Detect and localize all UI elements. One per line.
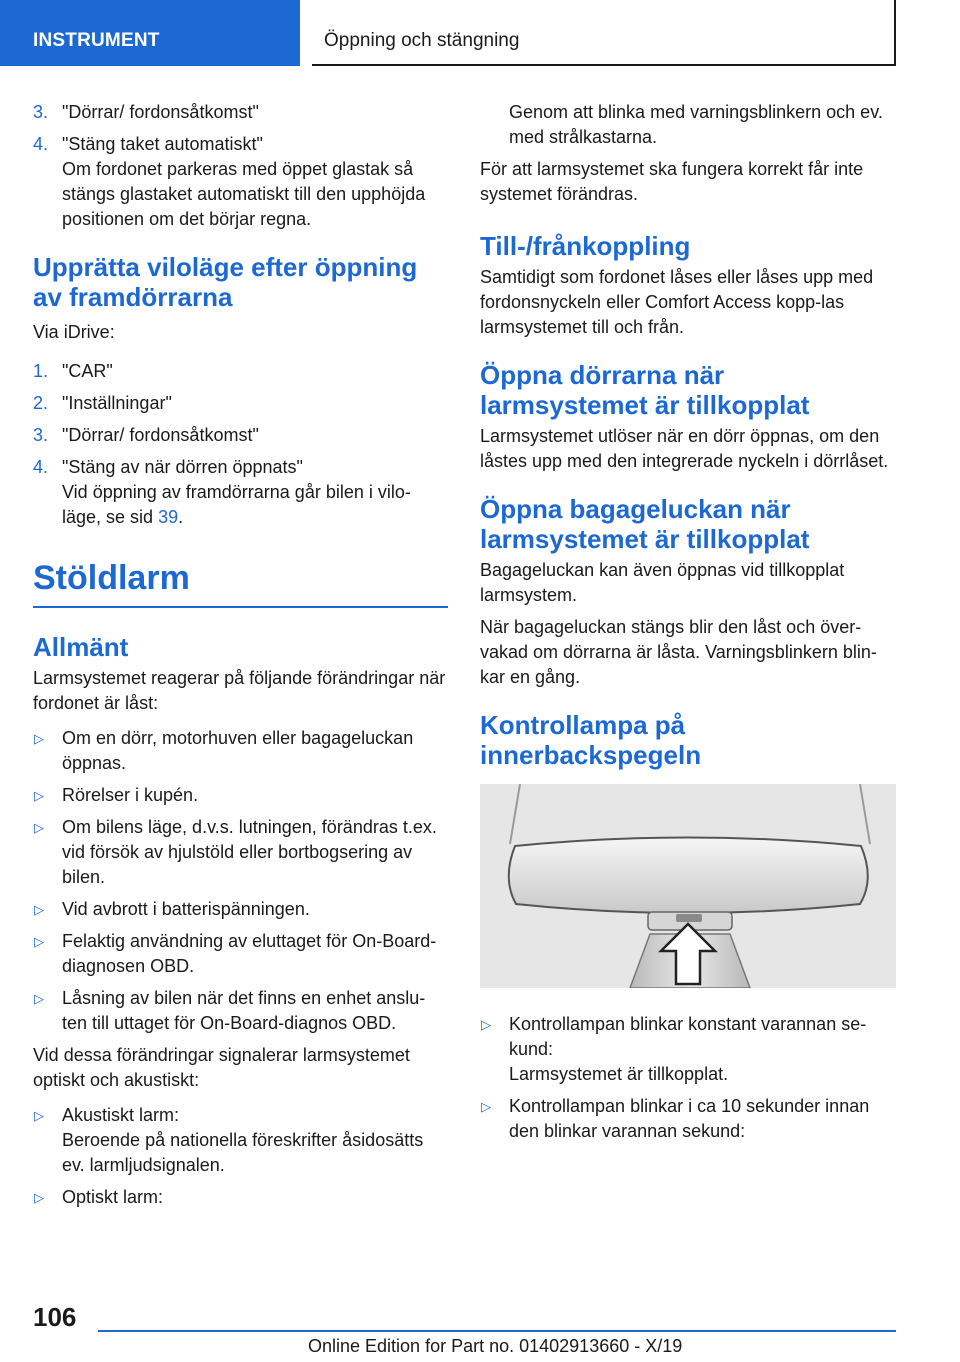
footer-rule xyxy=(98,1330,896,1332)
list-item xyxy=(33,359,448,384)
bullet-text: Om bilens läge, d.v.s. lutningen, förändras t.ex. vid försök av hjulstöld eller bortbogsering av bilen. xyxy=(62,817,437,887)
step-note-text: Vid öppning av framdörrarna går bilen i vilo‐läge, se sid xyxy=(62,482,411,527)
step-number: 3. xyxy=(33,425,49,445)
list-item xyxy=(33,929,448,979)
paragraph: För att larmsystemet ska fungera korrekt får inte systemet förändras. xyxy=(480,159,864,204)
list-item xyxy=(33,391,448,416)
bullet-triangle-icon: ▷ xyxy=(34,991,44,1006)
bullet-triangle-icon: ▷ xyxy=(34,731,44,746)
list-item xyxy=(33,455,448,480)
bullet-text: Låsning av bilen när det finns en enhet anslu‐ten till uttaget för On-Board-diagnos OBD. xyxy=(62,988,426,1033)
bullet-triangle-icon: ▷ xyxy=(481,1099,491,1114)
bullet-triangle-icon: ▷ xyxy=(34,1108,44,1123)
bullet-triangle-icon: ▷ xyxy=(481,1017,491,1032)
bullet-triangle-icon: ▷ xyxy=(34,1190,44,1205)
bullet-triangle-icon: ▷ xyxy=(34,934,44,949)
bullet-triangle-icon: ▷ xyxy=(34,902,44,917)
step-number: 4. xyxy=(33,457,49,477)
list-item xyxy=(33,726,448,776)
left-column xyxy=(33,100,448,1217)
list-item xyxy=(33,897,448,922)
bullet-text: Kontrollampan blinkar konstant varannan se‐kund: xyxy=(509,1014,867,1059)
page-number: 106 xyxy=(33,1302,77,1332)
list-item xyxy=(480,1094,896,1144)
step-note xyxy=(33,480,448,530)
step-text: "Dörrar/ fordonsåtkomst" xyxy=(62,102,259,122)
section-heading: Upprätta viloläge efter öppning av framdörrarna xyxy=(33,252,418,312)
bullet-text: Felaktig användning av eluttaget för On-Board-diagnosen OBD. xyxy=(62,931,437,976)
paragraph: Via iDrive: xyxy=(33,322,115,342)
step-number: 2. xyxy=(33,393,49,413)
step-number: 1. xyxy=(33,361,49,381)
section-tab[interactable]: INSTRUMENT xyxy=(0,0,300,66)
bullet-text: Vid avbrott i batterispänningen. xyxy=(62,899,310,919)
paragraph: Samtidigt som fordonet låses eller låses upp med fordonsnyckeln eller Comfort Access kopp‐las larmsystemet till och från. xyxy=(480,267,874,337)
bullet-triangle-icon: ▷ xyxy=(34,788,44,803)
bullet-text: Kontrollampan blinkar i ca 10 sekunder innan den blinkar varannan sekund: xyxy=(509,1096,870,1141)
bullet-note: Larmsystemet är tillkopplat. xyxy=(509,1064,729,1084)
mirror-illustration xyxy=(480,784,896,988)
page-header xyxy=(0,0,960,66)
step-text: "Dörrar/ fordonsåtkomst" xyxy=(62,425,259,445)
step-number: 3. xyxy=(33,102,49,122)
paragraph: När bagageluckan stängs blir den låst och över‐vakad om dörrarna är låsta. Varningsblinkern blin‐kar en gång. xyxy=(480,617,877,687)
bullet-text: Optiskt larm: xyxy=(62,1187,164,1207)
section-heading: Kontrollampa på innerbackspegeln xyxy=(480,710,702,770)
bullet-note: Genom att blinka med varningsblinkern och ev. med strålkastarna. xyxy=(509,102,883,147)
list-item xyxy=(33,132,448,157)
step-text: "Stäng av när dörren öppnats" xyxy=(62,457,303,477)
step-text: "Inställningar" xyxy=(62,393,172,413)
list-item xyxy=(33,1103,448,1128)
step-note-end: . xyxy=(178,507,184,527)
list-item xyxy=(33,100,448,125)
step-text: "Stäng taket automatiskt" xyxy=(62,134,263,154)
section-heading: Allmänt xyxy=(33,632,129,662)
list-item xyxy=(33,815,448,890)
section-heading: Öppna bagageluckan när larmsystemet är tillkopplat xyxy=(480,494,810,554)
bullet-text: Rörelser i kupén. xyxy=(62,785,199,805)
list-item xyxy=(33,423,448,448)
step-note: Om fordonet parkeras med öppet glastak så stängs glastaket automatiskt till den upphöjda positionen om det börjar regna. xyxy=(62,159,426,229)
chapter-title: Öppning och stängning xyxy=(312,0,896,66)
step-text: "CAR" xyxy=(62,361,113,381)
paragraph: Vid dessa förändringar signalerar larmsystemet optiskt och akustiskt: xyxy=(33,1045,410,1090)
chapter-heading: Stöldlarm xyxy=(33,559,190,597)
mirror-drawing xyxy=(480,784,896,988)
paragraph: Larmsystemet utlöser när en dörr öppnas, om den låstes upp med den integrerade nyckeln i dörrlåset. xyxy=(480,426,889,471)
section-heading: Öppna dörrarna när larmsystemet är tillkopplat xyxy=(480,360,810,420)
bullet-text: Akustiskt larm: xyxy=(62,1105,180,1125)
heading-rule xyxy=(33,606,448,608)
edition-note: Online Edition for Part no. 01402913660 - X/19 xyxy=(308,1336,683,1356)
paragraph: Bagageluckan kan även öppnas vid tillkopplat larmsystem. xyxy=(480,560,845,605)
paragraph: Larmsystemet reagerar på följande förändringar när fordonet är låst: xyxy=(33,668,446,713)
list-item xyxy=(33,783,448,808)
bullet-note: Beroende på nationella föreskrifter åsidosätts ev. larmljudsignalen. xyxy=(62,1130,424,1175)
list-item xyxy=(33,1185,448,1210)
page-link[interactable]: 39 xyxy=(158,507,179,527)
bullet-text: Om en dörr, motorhuven eller bagageluckan öppnas. xyxy=(62,728,414,773)
list-item xyxy=(480,1012,896,1062)
list-item xyxy=(33,986,448,1036)
step-number: 4. xyxy=(33,134,49,154)
section-heading: Till-/frånkoppling xyxy=(480,231,691,261)
right-column xyxy=(480,100,896,1151)
bullet-triangle-icon: ▷ xyxy=(34,820,44,835)
